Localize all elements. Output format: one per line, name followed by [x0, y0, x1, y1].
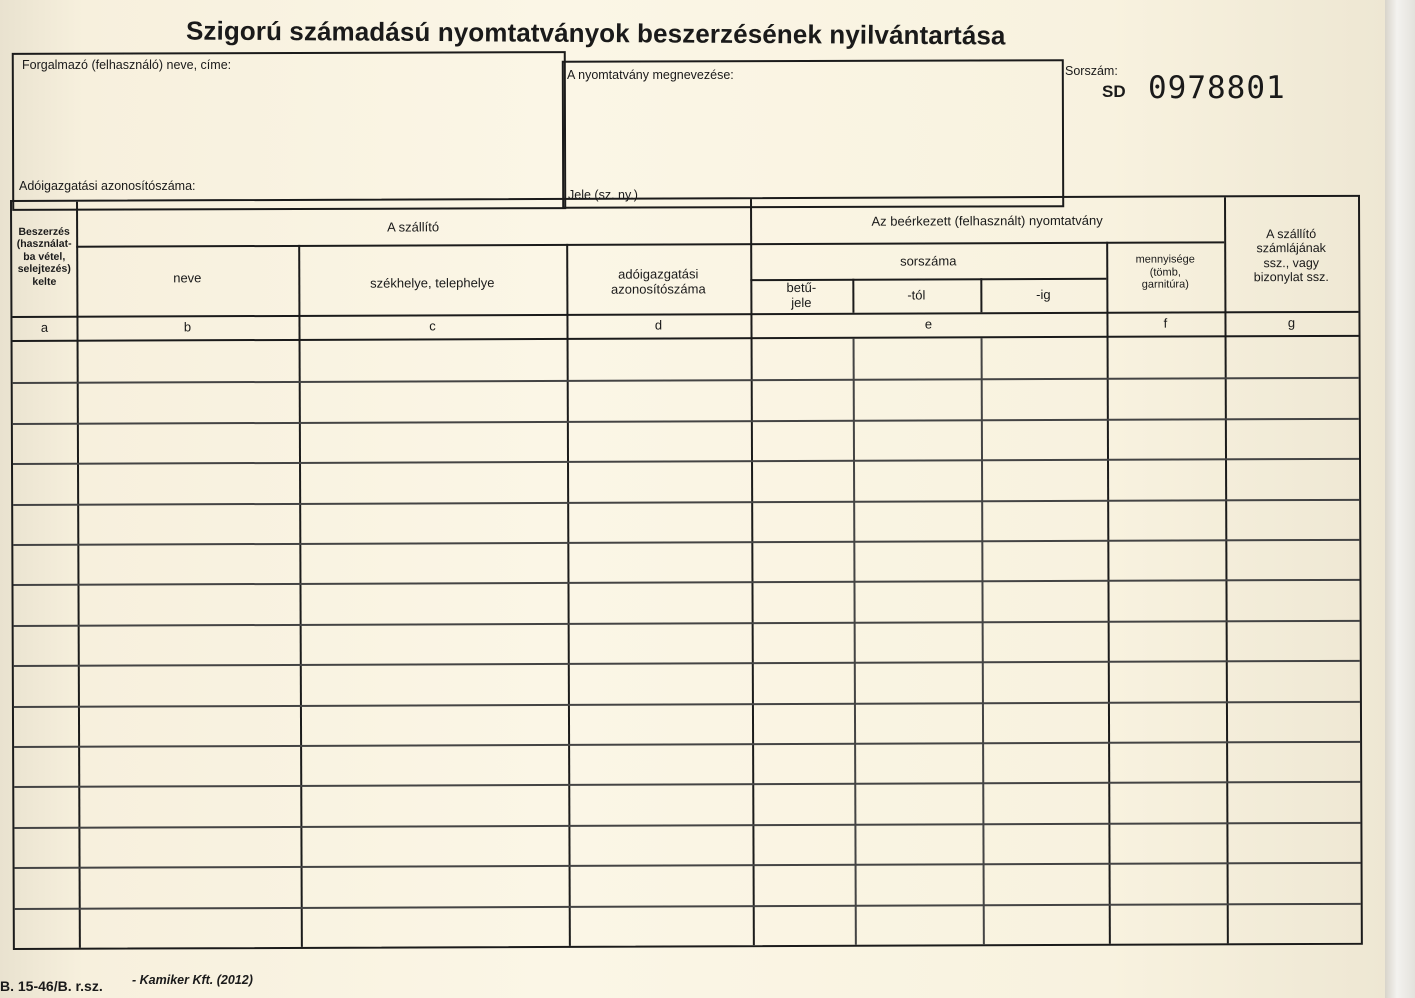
table-row-line — [14, 822, 1360, 829]
form-code: B. 15-46/B. r.sz. — [0, 978, 103, 994]
column-letter-g: g — [1287, 315, 1296, 331]
serial-prefix: SD — [1102, 82, 1126, 101]
supplier-group-header: A szállító — [387, 219, 440, 235]
header-line — [13, 335, 1359, 342]
col-a-header — [12, 226, 76, 288]
supplier-name-header: neve — [173, 270, 202, 286]
col-line — [853, 339, 857, 945]
to-header: -ig — [1036, 287, 1051, 303]
supplier-taxid-header-line: azonosítószáma — [610, 281, 706, 297]
publisher: - Kamiker Kft. (2012) — [132, 973, 253, 987]
invoice-header-line: A szállító — [1266, 226, 1317, 242]
records-table — [10, 195, 1363, 950]
col-a-header-line: (használat- — [16, 238, 72, 251]
table-row-line — [13, 579, 1359, 586]
header-line — [76, 241, 1224, 247]
letter-mark-header-line: jele — [791, 294, 812, 310]
tax-id-label: Adóigazgatási azonosítószáma: — [19, 179, 196, 193]
column-letter-d: d — [654, 317, 663, 333]
form-group-header: Az beérkezett (felhasznált) nyomtatvány — [871, 212, 1103, 229]
from-header: -tól — [907, 287, 926, 303]
table-row-line — [14, 620, 1360, 627]
table-row-line — [14, 741, 1360, 748]
quantity-header-line: (tömb, — [1149, 266, 1181, 279]
table-row-line — [13, 418, 1359, 425]
form-mark-label: Jele (sz. ny.) — [568, 188, 638, 202]
quantity-header — [1106, 253, 1224, 291]
col-line — [1106, 242, 1111, 944]
col-line — [76, 202, 81, 948]
table-row-line — [13, 458, 1359, 465]
serial-number: 0978801 — [1148, 70, 1286, 106]
invoice-header-line: ssz., vagy — [1263, 255, 1320, 270]
invoice-header — [1224, 227, 1358, 285]
column-letter-b: b — [183, 319, 192, 335]
supplier-taxid-header-line: adóigazgatási — [618, 266, 699, 282]
supplier-address-header: székhelye, telephelye — [370, 275, 495, 291]
table-row-line — [13, 498, 1359, 505]
col-line — [750, 199, 755, 945]
table-row-line — [14, 660, 1360, 667]
column-letter-e: e — [924, 316, 933, 332]
col-line — [1224, 197, 1229, 943]
column-letter-a: a — [40, 319, 49, 335]
page-edge — [1385, 0, 1415, 998]
col-line — [566, 244, 571, 946]
serial-label: Sorszám: — [1065, 64, 1118, 78]
col-a-header-line: Beszerzés — [18, 225, 70, 238]
column-letter-f: f — [1163, 315, 1168, 331]
quantity-header-line: garnitúra) — [1141, 278, 1189, 291]
table-row-line — [13, 539, 1359, 546]
table-row-line — [15, 902, 1361, 909]
serial-group-header: sorszáma — [900, 253, 957, 269]
letter-mark-header — [750, 281, 852, 311]
col-a-header-line: selejtezés) — [17, 262, 71, 276]
col-line — [298, 245, 303, 947]
column-letter-c: c — [429, 318, 436, 334]
invoice-header-line: bizonylat ssz. — [1253, 270, 1329, 285]
table-row-line — [14, 700, 1360, 707]
table-row-line — [13, 377, 1359, 384]
form-title: Szigorú számadású nyomtatványok beszerzésének nyilvántartása — [185, 15, 1006, 51]
distributor-label: Forgalmazó (felhasználó) neve, címe: — [22, 58, 232, 72]
letter-mark-header-line: betű- — [786, 279, 817, 296]
col-a-header-line: kelte — [32, 275, 57, 288]
col-line — [981, 338, 985, 944]
invoice-header-line: számlájának — [1256, 241, 1326, 256]
form-name-label: A nyomtatvány megnevezése: — [567, 68, 734, 82]
table-row-line — [14, 781, 1360, 788]
supplier-taxid-header — [566, 267, 750, 298]
quantity-header-line: mennyisége — [1135, 253, 1195, 266]
col-a-header-line: ba vétel, — [23, 250, 66, 263]
table-row-line — [15, 862, 1361, 869]
